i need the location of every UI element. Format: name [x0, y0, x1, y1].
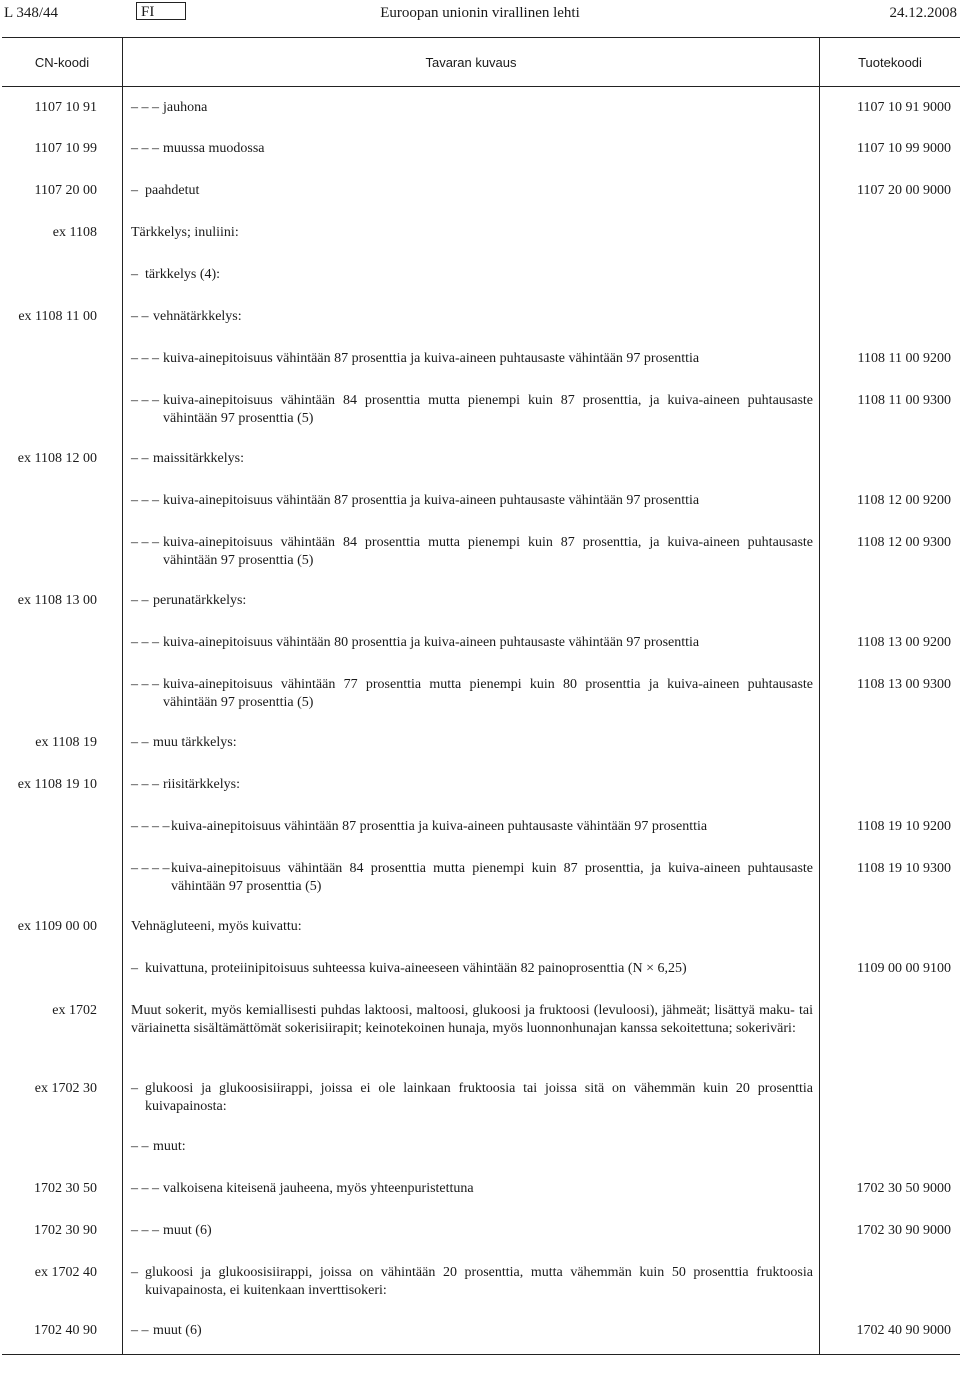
- indent-dashes: – –: [131, 450, 149, 466]
- description-text: glukoosi ja glukoosisiirappi, joissa on vähintään 20 prosenttia, mutta vähemmän kuin 50 prosenttia fruktoosia kuivapainosta, ei kuitenkaan inverttisokeri:: [145, 1264, 813, 1298]
- description-cell: [123, 255, 820, 297]
- cn-code-cell: [2, 339, 123, 381]
- page-header: [0, 0, 960, 26]
- table-row: [2, 1211, 960, 1253]
- product-code-cell: 1107 10 91 9000: [857, 100, 951, 115]
- page-reference: L 348/44: [4, 5, 59, 21]
- description-text: kuiva-ainepitoisuus vähintään 77 prosenttia mutta pienempi kuin 80 prosenttia ja kuiva-aineen puhtausaste vähintään 97 prosenttia (5): [163, 676, 813, 710]
- description-cell: [123, 849, 820, 907]
- description-text: valkoisena kiteisenä jauheena, myös yhteenpuristettuna: [163, 1180, 474, 1196]
- table-row: [2, 1127, 960, 1169]
- table-row: [2, 297, 960, 339]
- description-cell: [123, 949, 820, 991]
- indent-dashes: –: [131, 1080, 138, 1096]
- cn-code-cell: [2, 255, 123, 297]
- description-cell: [123, 481, 820, 523]
- cn-code-cell: 1702 40 90: [2, 1311, 123, 1355]
- description-text: kuiva-ainepitoisuus vähintään 87 prosenttia ja kuiva-aineen puhtausaste vähintään 97 prosenttia: [163, 492, 700, 508]
- table-row: [2, 171, 960, 213]
- description-text: kuiva-ainepitoisuus vähintään 84 prosenttia mutta pienempi kuin 87 prosenttia, ja kuiva-aineen puhtausaste vähintään 97 prosenttia (5): [171, 860, 813, 894]
- cn-code-cell: [2, 849, 123, 907]
- product-code-cell: [820, 723, 960, 765]
- description-text: tärkkelys (4):: [145, 266, 221, 282]
- description-text: kuiva-ainepitoisuus vähintään 84 prosenttia mutta pienempi kuin 87 prosenttia, ja kuiva-aineen puhtausaste vähintään 97 prosenttia (5): [163, 392, 813, 426]
- indent-dashes: – – –: [131, 634, 159, 650]
- cn-code-cell: ex 1108 13 00: [2, 581, 123, 623]
- indent-dashes: –: [131, 182, 138, 198]
- product-code-cell: 1107 20 00 9000: [857, 182, 951, 198]
- description-cell: [123, 665, 820, 723]
- journal-title: Euroopan unionin virallinen lehti: [380, 5, 580, 21]
- indent-dashes: –: [131, 960, 138, 976]
- indent-dashes: – –: [131, 734, 149, 750]
- indent-dashes: – –: [131, 592, 149, 608]
- indent-dashes: –: [131, 266, 138, 282]
- cn-code-cell: [2, 623, 123, 665]
- table-row: [2, 623, 960, 665]
- cn-code-cell: [2, 481, 123, 523]
- table-row: [2, 129, 960, 171]
- col-header-product-code: Tuotekoodi: [820, 38, 960, 87]
- description-text: kuiva-ainepitoisuus vähintään 80 prosenttia ja kuiva-aineen puhtausaste vähintään 97 prosenttia: [163, 634, 700, 650]
- cn-code-cell: ex 1108 19 10: [2, 765, 123, 807]
- table-row: [2, 339, 960, 381]
- cn-code-cell: [2, 1127, 123, 1169]
- product-code-cell: 1108 11 00 9300: [857, 392, 951, 408]
- table-row: [2, 381, 960, 439]
- cn-code-cell: [2, 807, 123, 849]
- description-cell: [123, 581, 820, 623]
- product-code-cell: 1108 11 00 9200: [857, 350, 951, 366]
- description-text: kuiva-ainepitoisuus vähintään 87 prosenttia ja kuiva-aineen puhtausaste vähintään 97 prosenttia: [163, 350, 700, 366]
- table-row: [2, 807, 960, 849]
- description-text: kuiva-ainepitoisuus vähintään 87 prosenttia ja kuiva-aineen puhtausaste vähintään 97 prosenttia: [171, 818, 708, 834]
- description-text: jauhona: [163, 100, 208, 115]
- table-row: [2, 1069, 960, 1127]
- description-text: riisitärkkelys:: [163, 776, 240, 792]
- table-row: [2, 213, 960, 255]
- product-code-cell: 1702 30 50 9000: [856, 1180, 951, 1196]
- description-cell: [123, 339, 820, 381]
- product-code-cell: [820, 439, 960, 481]
- description-cell: [123, 87, 820, 129]
- description-text: maissitärkkelys:: [153, 450, 244, 466]
- description-text: vehnätärkkelys:: [153, 308, 242, 324]
- table-row: [2, 723, 960, 765]
- tariff-table: [2, 37, 960, 1355]
- description-cell: [123, 523, 820, 581]
- description-text: muussa muodossa: [163, 140, 265, 156]
- product-code-cell: 1108 13 00 9200: [857, 634, 951, 650]
- table-header-row: [2, 38, 960, 87]
- description-text: muut (6): [163, 1222, 212, 1238]
- description-text: Muut sokerit, myös kemiallisesti puhdas laktoosi, maltoosi, glukoosi ja fruktoosi (levuloosi), jähmeät; lisättyä maku- tai väriainetta sisältämättömät sokerisiirapit; keinotekoinen hunaja, myös luonnonhunajan kanssa sekoitettuna; sokeriväri:: [131, 1002, 813, 1036]
- description-text: Tärkkelys; inuliini:: [131, 224, 239, 240]
- table-row: [2, 255, 960, 297]
- description-cell: [123, 129, 820, 171]
- table-row: [2, 991, 960, 1069]
- table-row: [2, 87, 960, 129]
- description-cell: [123, 991, 820, 1069]
- product-code-cell: [820, 255, 960, 297]
- cn-code-cell: ex 1108: [2, 213, 123, 255]
- indent-dashes: –: [131, 1264, 138, 1280]
- cn-code-cell: [2, 523, 123, 581]
- cn-code-cell: ex 1702 40: [2, 1253, 123, 1311]
- cn-code-cell: 1702 30 90: [2, 1211, 123, 1253]
- product-code-cell: [820, 297, 960, 339]
- description-text: kuiva-ainepitoisuus vähintään 84 prosenttia mutta pienempi kuin 87 prosenttia, ja kuiva-aineen puhtausaste vähintään 97 prosenttia (5): [163, 534, 813, 568]
- table-row: [2, 665, 960, 723]
- indent-dashes: – – –: [131, 100, 159, 115]
- description-text: muu tärkkelys:: [153, 734, 237, 750]
- description-cell: [123, 171, 820, 213]
- product-code-cell: 1108 12 00 9300: [857, 534, 951, 550]
- description-cell: [123, 297, 820, 339]
- table-row: [2, 581, 960, 623]
- indent-dashes: – –: [131, 1322, 149, 1338]
- language-box: FI: [136, 2, 186, 20]
- table-row: [2, 439, 960, 481]
- indent-dashes: – –: [131, 1138, 149, 1154]
- product-code-cell: [820, 907, 960, 949]
- cn-code-cell: [2, 949, 123, 991]
- description-text: muut (6): [153, 1322, 202, 1338]
- table-row: [2, 481, 960, 523]
- table-row: [2, 849, 960, 907]
- description-cell: [123, 381, 820, 439]
- indent-dashes: – – –: [131, 350, 159, 366]
- publication-date: 24.12.2008: [889, 5, 957, 21]
- col-header-cn-code: CN-koodi: [2, 38, 123, 87]
- cn-code-cell: ex 1108 12 00: [2, 439, 123, 481]
- description-cell: [123, 723, 820, 765]
- indent-dashes: – – –: [131, 534, 159, 550]
- indent-dashes: – – –: [131, 1222, 159, 1238]
- product-code-cell: 1702 30 90 9000: [856, 1222, 951, 1238]
- cn-code-cell: ex 1108 11 00: [2, 297, 123, 339]
- cn-code-cell: 1702 30 50: [2, 1169, 123, 1211]
- description-cell: [123, 807, 820, 849]
- description-cell: [123, 907, 820, 949]
- description-text: kuivattuna, proteiinipitoisuus suhteessa kuiva-aineeseen vähintään 82 painoprosenttia (N × 6,25): [145, 960, 687, 976]
- product-code-cell: [820, 991, 960, 1069]
- description-cell: [123, 1211, 820, 1253]
- table-row: [2, 523, 960, 581]
- indent-dashes: – – –: [131, 392, 159, 408]
- description-text: Vehnägluteeni, myös kuivattu:: [131, 918, 302, 934]
- product-code-cell: [820, 765, 960, 807]
- cn-code-cell: ex 1108 19: [2, 723, 123, 765]
- product-code-cell: 1107 10 99 9000: [857, 140, 951, 156]
- description-text: muut:: [153, 1138, 186, 1154]
- product-code-cell: [820, 1069, 960, 1127]
- cn-code-cell: 1107 20 00: [2, 171, 123, 213]
- indent-dashes: – – –: [131, 676, 159, 692]
- cn-code-cell: 1107 10 91: [2, 87, 123, 129]
- cn-code-cell: [2, 381, 123, 439]
- product-code-cell: 1108 19 10 9200: [857, 818, 951, 834]
- description-cell: [123, 1311, 820, 1355]
- description-cell: [123, 623, 820, 665]
- description-cell: [123, 439, 820, 481]
- indent-dashes: – – –: [131, 776, 159, 792]
- cn-code-cell: [2, 665, 123, 723]
- cn-code-cell: ex 1702 30: [2, 1069, 123, 1127]
- table-row: [2, 1311, 960, 1355]
- description-cell: [123, 1169, 820, 1211]
- indent-dashes: – –: [131, 308, 149, 324]
- table-row: [2, 907, 960, 949]
- table-row: [2, 765, 960, 807]
- description-cell: [123, 1127, 820, 1169]
- indent-dashes: – – –: [131, 1180, 159, 1196]
- product-code-cell: 1108 19 10 9300: [857, 860, 951, 876]
- product-code-cell: [820, 581, 960, 623]
- cn-code-cell: 1107 10 99: [2, 129, 123, 171]
- product-code-cell: [820, 1253, 960, 1311]
- description-text: glukoosi ja glukoosisiirappi, joissa ei ole lainkaan fruktoosia tai joissa sitä on vähemmän kuin 20 prosenttia kuivapainosta:: [145, 1080, 813, 1114]
- table-body: [2, 87, 960, 1355]
- table-row: [2, 1169, 960, 1211]
- description-cell: [123, 213, 820, 255]
- product-code-cell: 1108 12 00 9200: [857, 492, 951, 508]
- description-cell: [123, 1069, 820, 1127]
- product-code-cell: [820, 1127, 960, 1169]
- product-code-cell: [820, 213, 960, 255]
- indent-dashes: – – –: [131, 492, 159, 508]
- product-code-cell: 1109 00 00 9100: [857, 960, 951, 976]
- product-code-cell: 1702 40 90 9000: [820, 1311, 960, 1355]
- product-code-cell: 1108 13 00 9300: [857, 676, 951, 692]
- col-header-description: Tavaran kuvaus: [123, 38, 820, 87]
- table-row: [2, 1253, 960, 1311]
- description-cell: [123, 1253, 820, 1311]
- description-text: paahdetut: [145, 182, 200, 198]
- description-cell: [123, 765, 820, 807]
- indent-dashes: – – – –: [131, 860, 170, 876]
- description-text: perunatärkkelys:: [153, 592, 247, 608]
- cn-code-cell: ex 1702: [2, 991, 123, 1069]
- indent-dashes: – – –: [131, 140, 159, 156]
- indent-dashes: – – – –: [131, 818, 170, 834]
- cn-code-cell: ex 1109 00 00: [2, 907, 123, 949]
- table-row: [2, 949, 960, 991]
